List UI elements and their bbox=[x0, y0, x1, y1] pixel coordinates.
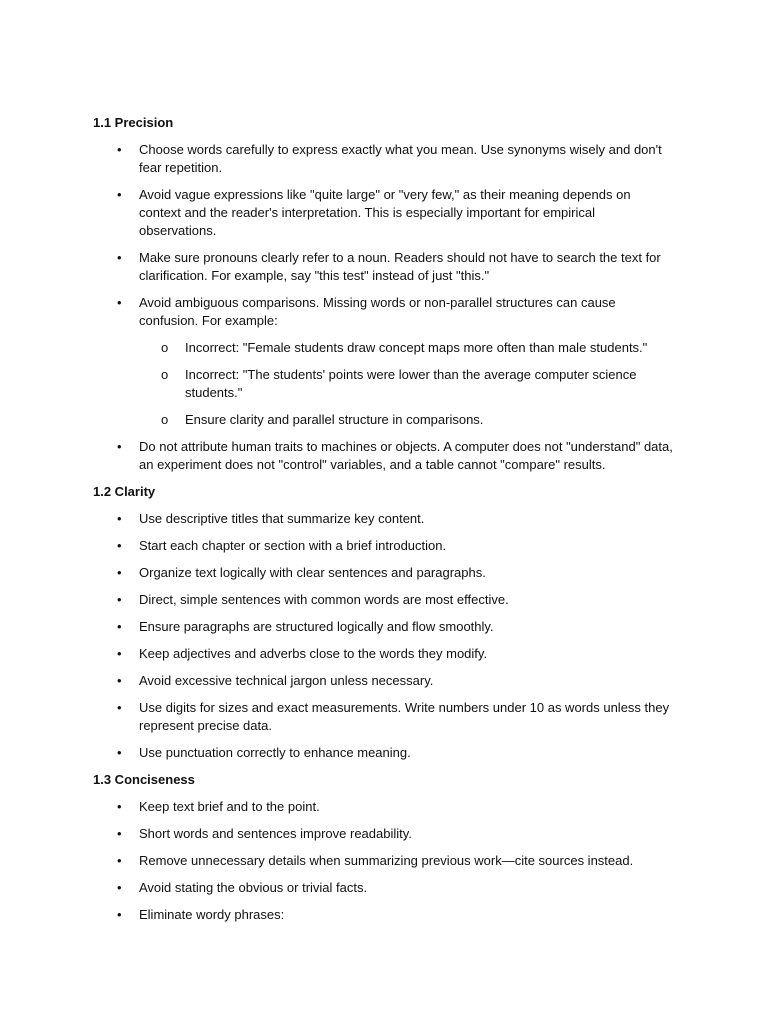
bullet-icon: • bbox=[117, 187, 122, 202]
list-item-text: Avoid excessive technical jargon unless necessary. bbox=[139, 673, 434, 688]
list-item bbox=[93, 537, 673, 555]
list-item-text: Keep adjectives and adverbs close to the words they modify. bbox=[139, 646, 488, 661]
list-item-text: Organize text logically with clear sentences and paragraphs. bbox=[139, 565, 486, 580]
section-conciseness bbox=[93, 771, 673, 924]
list-item bbox=[93, 852, 673, 870]
sub-list-item-text: Incorrect: "Female students draw concept maps more often than male students." bbox=[185, 340, 648, 355]
list-item-text: Keep text brief and to the point. bbox=[139, 799, 320, 814]
list-item-text: Do not attribute human traits to machines or objects. A computer does not "understand" data, an experiment does not "control" variables, and a table cannot "compare" results. bbox=[139, 439, 673, 472]
list-item bbox=[93, 141, 673, 177]
bullet-list bbox=[93, 141, 673, 474]
list-item-text: Short words and sentences improve readability. bbox=[139, 826, 412, 841]
sub-list-item bbox=[139, 411, 673, 429]
list-item bbox=[93, 645, 673, 663]
list-item bbox=[93, 591, 673, 609]
section-precision bbox=[93, 114, 673, 474]
list-item bbox=[93, 618, 673, 636]
list-item-text: Eliminate wordy phrases: bbox=[139, 907, 285, 922]
list-item-text: Avoid ambiguous comparisons. Missing words or non-parallel structures can cause confusion. For example: bbox=[139, 295, 616, 328]
bullet-icon: • bbox=[117, 826, 122, 841]
sub-list-item bbox=[139, 366, 673, 402]
list-item-text: Start each chapter or section with a brief introduction. bbox=[139, 538, 447, 553]
bullet-icon: • bbox=[117, 619, 122, 634]
list-item bbox=[93, 879, 673, 897]
section-heading: 1.2 Clarity bbox=[93, 484, 156, 499]
list-item-text: Remove unnecessary details when summarizing previous work—cite sources instead. bbox=[139, 853, 634, 868]
list-item bbox=[93, 906, 673, 924]
list-item bbox=[93, 798, 673, 816]
bullet-icon: • bbox=[117, 538, 122, 553]
sub-bullet-icon: o bbox=[161, 367, 169, 382]
list-item-text: Ensure paragraphs are structured logically and flow smoothly. bbox=[139, 619, 494, 634]
list-item-text: Use punctuation correctly to enhance meaning. bbox=[139, 745, 411, 760]
bullet-icon: • bbox=[117, 853, 122, 868]
bullet-icon: • bbox=[117, 142, 122, 157]
bullet-icon: • bbox=[117, 745, 122, 760]
list-item bbox=[93, 825, 673, 843]
list-item bbox=[93, 510, 673, 528]
sub-list-item-text: Incorrect: "The students' points were lower than the average computer science students." bbox=[185, 367, 637, 400]
sub-bullet-icon: o bbox=[161, 340, 169, 355]
list-item bbox=[93, 438, 673, 474]
bullet-icon: • bbox=[117, 439, 122, 454]
bullet-icon: • bbox=[117, 907, 122, 922]
document-page bbox=[93, 114, 673, 933]
sub-list-item-text: Ensure clarity and parallel structure in comparisons. bbox=[185, 412, 484, 427]
bullet-list bbox=[93, 798, 673, 924]
section-clarity bbox=[93, 483, 673, 762]
list-item bbox=[93, 672, 673, 690]
bullet-icon: • bbox=[117, 646, 122, 661]
sub-bullet-list bbox=[139, 339, 673, 429]
bullet-icon: • bbox=[117, 592, 122, 607]
list-item bbox=[93, 249, 673, 285]
bullet-icon: • bbox=[117, 250, 122, 265]
bullet-icon: • bbox=[117, 799, 122, 814]
list-item-text: Use descriptive titles that summarize key content. bbox=[139, 511, 425, 526]
sub-list-item bbox=[139, 339, 673, 357]
list-item bbox=[93, 744, 673, 762]
section-heading: 1.1 Precision bbox=[93, 115, 174, 130]
list-item bbox=[93, 294, 673, 429]
bullet-icon: • bbox=[117, 565, 122, 580]
bullet-icon: • bbox=[117, 673, 122, 688]
list-item-text: Make sure pronouns clearly refer to a noun. Readers should not have to search the text for clarification. For example, say "this test" instead of just "this." bbox=[139, 250, 661, 283]
list-item-text: Direct, simple sentences with common words are most effective. bbox=[139, 592, 509, 607]
list-item-text: Avoid stating the obvious or trivial facts. bbox=[139, 880, 368, 895]
bullet-icon: • bbox=[117, 700, 122, 715]
bullet-icon: • bbox=[117, 511, 122, 526]
bullet-icon: • bbox=[117, 880, 122, 895]
bullet-list bbox=[93, 510, 673, 762]
list-item bbox=[93, 699, 673, 735]
sub-bullet-icon: o bbox=[161, 412, 169, 427]
list-item-text: Use digits for sizes and exact measurements. Write numbers under 10 as words unless they represent precise data. bbox=[139, 700, 670, 733]
list-item-text: Avoid vague expressions like "quite large" or "very few," as their meaning depends on context and the reader's interpretation. This is especially important for empirical observations. bbox=[139, 187, 631, 238]
list-item bbox=[93, 186, 673, 240]
list-item-text: Choose words carefully to express exactly what you mean. Use synonyms wisely and don't fear repetition. bbox=[139, 142, 662, 175]
section-heading: 1.3 Conciseness bbox=[93, 772, 195, 787]
bullet-icon: • bbox=[117, 295, 122, 310]
list-item bbox=[93, 564, 673, 582]
